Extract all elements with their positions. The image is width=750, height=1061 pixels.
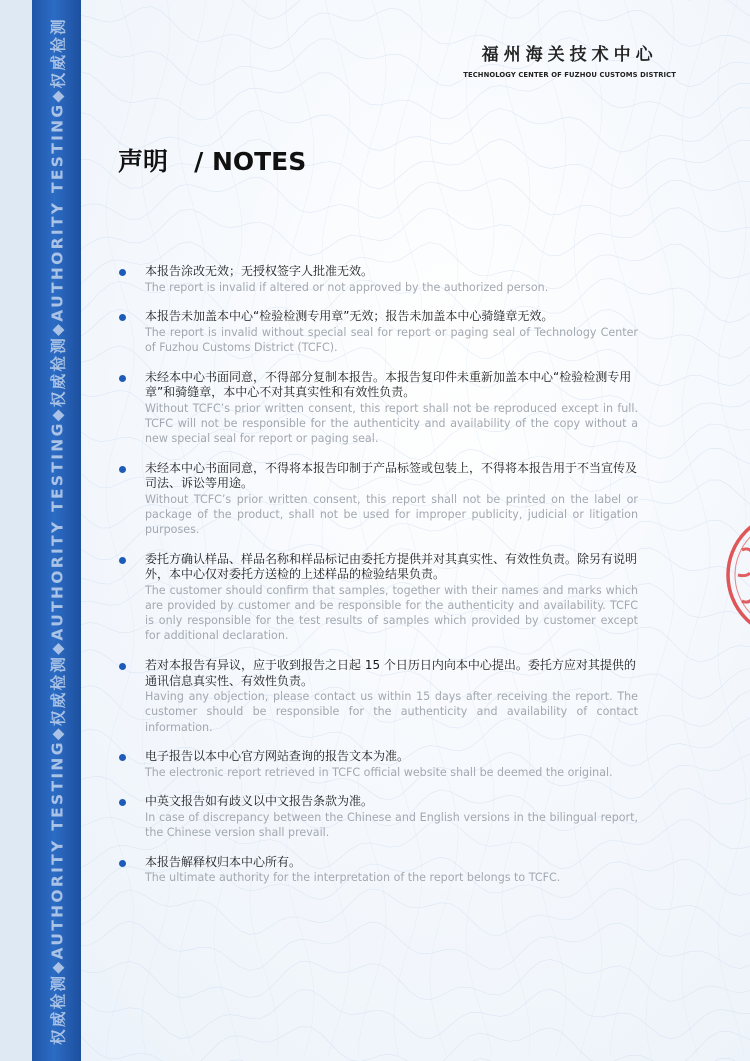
guilloche-wave [0,208,750,256]
bullet-icon [119,375,126,382]
band-separator: ◆ [47,640,66,655]
note-text-cn: 未经本中心书面同意，不得部分复制本报告。本报告复印件未重新加盖本中心“检验检测专用章”和骑缝章，本中心不对其真实性和有效性负责。 [145,369,632,400]
band-separator: ◆ [47,87,66,103]
note-text-cn: 未经本中心书面同意，不得将本报告印制于产品标签或包装上，不得将本报告用于不当宣传及司法、诉讼等用途。 [145,460,638,491]
band-mark-cn: 权威检测 [48,16,67,88]
authority-testing-band-text [32,0,81,1061]
note-text-cn: 若对本报告有异议，应于收到报告之日起 15 个日历日内向本中心提出。委托方应对其提供的通讯信息真实性、有效性负责。 [145,658,636,688]
bullet-icon [119,269,126,276]
guilloche-wave [0,959,750,1001]
note-text-cn: 中英文报告如有歧义以中文报告条款为准。 [145,794,374,809]
bullet-icon [119,663,126,670]
note-text-en: The report is invalid without special seal for report or paging seal of Technology Center of Fuzhou Customs District (TCFC). [145,325,638,354]
note-item [118,552,638,644]
note-text-en: The customer should confirm that samples, together with their names and marks which are provided by customer and be responsible for the authenticity and availability. TCFC is only responsible for the test results of samples which provided by customer except for additional declaration. [145,583,638,643]
bullet-icon [119,860,126,867]
guilloche-wave [0,176,750,220]
note-text-en: Having any objection, please contact us within 15 days after receiving the report. The customer should be responsible for the authenticity and availability of contact information. [145,690,638,734]
band-mark-en: AUTHORITY TESTING [47,420,66,641]
note-item [118,855,638,886]
note-text-cn: 电子报告以本中心官方网站查询的报告文本为准。 [145,749,410,764]
bullet-icon [119,557,126,564]
authority-testing-band [32,0,81,1061]
organization-name-cn: 福州海关技术中心 [481,45,658,65]
organization-name-en: TECHNOLOGY CENTER OF FUZHOU CUSTOMS DISTRICT [463,71,676,79]
bullet-icon [119,754,126,761]
note-text-en: The report is invalid if altered or not approved by the authorized person. [145,280,549,294]
note-text-en: In case of discrepancy between the Chinese and English versions in the bilingual report, the Chinese version shall prevail. [145,810,638,840]
guilloche-wave [0,1025,750,1061]
note-item [118,264,638,295]
band-separator: ◆ [47,725,66,740]
band-mark-cn: 权威检测 [48,654,67,726]
note-text-en: The electronic report retrieved in TCFC official website shall be deemed the original. [145,765,613,779]
note-item [118,461,638,538]
note-text-cn: 委托方确认样品、样品名称和样品标记由委托方提供并对其真实性、有效性负责。除另有说明外，本中心仅对委托方送检的上述样品的检验结果负责。 [145,551,638,582]
bullet-icon [119,466,126,473]
band-separator: ◆ [47,321,66,336]
paging-seal-stamp [720,505,750,645]
note-text-cn: 本报告涂改无效；无授权签字人批准无效。 [145,264,374,278]
note-text-en: Without TCFC’s prior written consent, this report shall not be reproduced except in full. TCFC will not be responsible for the authenticity and availability of the copy without a new special seal for report or paging seal. [145,401,638,446]
note-item [118,370,638,447]
band-mark-en: AUTHORITY TESTING [47,739,66,959]
note-text-cn: 本报告解释权归本中心所有。 [145,854,302,869]
bullet-icon [119,314,126,321]
page-title: 声明 / NOTES [118,147,307,176]
note-item [118,309,638,355]
side-margin-strip [0,0,32,1061]
guilloche-wave [0,108,750,152]
organization-header [463,44,676,79]
note-text-en: The ultimate authority for the interpretation of the report belongs to TCFC. [145,871,561,885]
note-item [118,749,638,780]
note-item [118,658,638,735]
note-text-cn: 本报告未加盖本中心“检验检测专用章”无效；报告未加盖本中心骑缝章无效。 [145,309,554,324]
band-mark-cn: 权威检测 [48,335,67,407]
band-mark-en: AUTHORITY TESTING [47,102,66,322]
band-separator: ◆ [47,406,66,421]
note-item [118,794,638,840]
bullet-icon [119,799,126,806]
notes-list [118,264,638,900]
band-mark-cn: 权威检测 [48,973,67,1045]
note-text-en: Without TCFC’s prior written consent, this report shall not be printed on the label or package of the product, shall not be used for improper publicity, judicial or litigation purposes. [145,492,638,537]
band-separator: ◆ [47,958,66,974]
guilloche-wave [682,0,710,1056]
guilloche-wave [0,989,750,1039]
